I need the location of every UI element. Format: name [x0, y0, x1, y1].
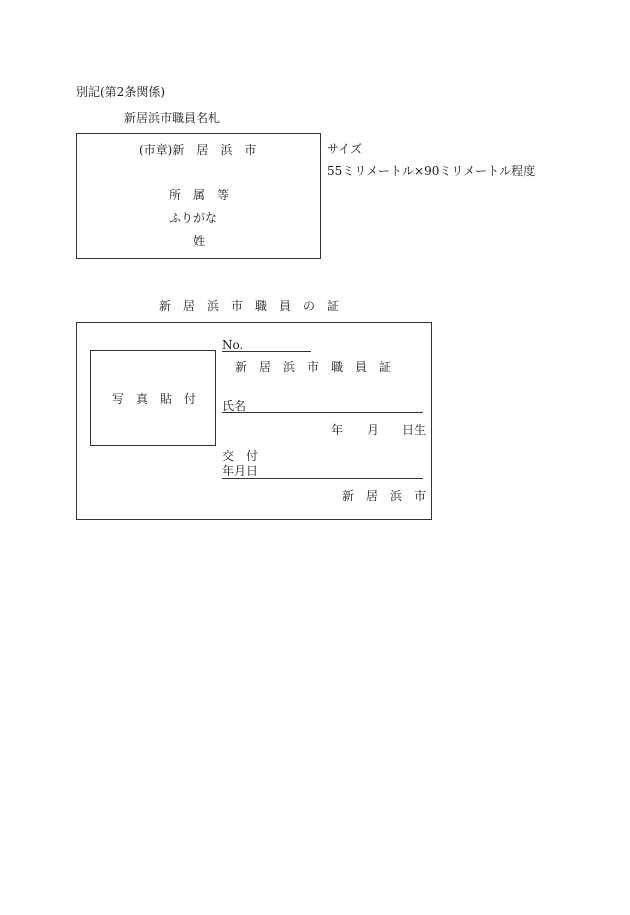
- number-label: No.: [222, 338, 244, 352]
- appendix-label: 別記(第2条関係): [76, 85, 165, 99]
- name-label: 氏名: [222, 399, 247, 413]
- issue-label: 交 付: [222, 449, 259, 463]
- number-underline: [222, 351, 311, 352]
- issue-underline: [222, 478, 423, 479]
- size-value: 55ミリメートル×90ミリメートル程度: [327, 164, 536, 178]
- issue-date-label: 年月日: [222, 464, 259, 478]
- nameplate-title: 新居浜市職員名札: [124, 111, 221, 125]
- card-title: 新 居 浜 市 職 員 証: [235, 360, 392, 374]
- nameplate-department: 所 属 等: [169, 188, 230, 202]
- name-underline: [222, 412, 423, 413]
- size-label: サイズ: [327, 142, 363, 156]
- nameplate-furigana: ふりがな: [169, 211, 218, 225]
- id-card-frame: [76, 322, 432, 520]
- id-card-section-title: 新 居 浜 市 職 員 の 証: [159, 299, 340, 313]
- birth-day-label: 日生: [402, 423, 427, 437]
- nameplate-frame: [76, 133, 321, 259]
- nameplate-city-line: (市章)新 居 浜 市: [139, 143, 257, 157]
- nameplate-surname: 姓: [193, 234, 206, 248]
- birth-year-label: 年: [331, 423, 344, 437]
- birth-month-label: 月: [367, 423, 380, 437]
- issuer-label: 新 居 浜 市: [342, 489, 427, 503]
- photo-area: [90, 350, 216, 446]
- photo-label: 写 真 貼 付: [112, 392, 197, 406]
